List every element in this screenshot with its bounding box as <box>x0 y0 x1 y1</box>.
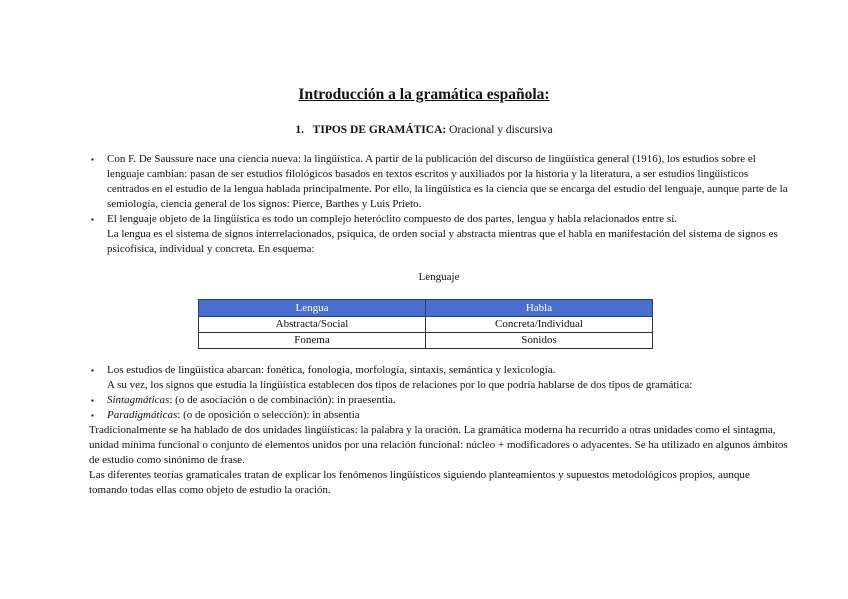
table-row <box>199 317 653 333</box>
paragraph-text: Los estudios de lingüística abarcan: fonética, fonología, morfología, sintaxis, semántica y lexicología. <box>107 364 556 376</box>
paragraph-lengua-habla: La lengua es el sistema de signos interrelacionados, psíquica, de orden social y abstracta mientras que el habla en manifestación del sistema de signos es psicofísica, individual y concreta. En esquema: <box>107 228 778 255</box>
table-header-cell: Lengua <box>199 300 426 317</box>
bullet-paragraph-estudios <box>89 363 789 378</box>
term-paradigmaticas: Paradigmáticas <box>107 409 178 421</box>
schema-label: Lenguaje <box>418 271 460 283</box>
bullet-paradigmaticas <box>89 408 789 423</box>
section-title-rest: Oracional y discursiva <box>449 124 553 136</box>
table-header-cell: Habla <box>426 300 653 317</box>
bullet-sintagmaticas <box>89 393 789 408</box>
paragraph-text: El lenguaje objeto de la lingüística es todo un complejo heteróclito compuesto de dos partes, lengua y habla relacionados entre sí. <box>107 213 677 225</box>
table-cell: Fonema <box>199 333 426 349</box>
bullet-paragraph-saussure <box>89 152 789 212</box>
document-title: Introducción a la gramática española: <box>298 86 550 103</box>
bullet-icon: ▪ <box>91 155 94 164</box>
document-body <box>89 152 789 498</box>
table-cell: Sonidos <box>426 333 653 349</box>
bullet-icon: ▪ <box>91 366 94 375</box>
lengua-habla-table <box>198 299 653 349</box>
bullet-icon: ▪ <box>91 396 94 405</box>
term-sintagmaticas: Sintagmáticas <box>107 394 170 406</box>
term-definition: : (o de oposición o selección): in absentia <box>177 409 360 421</box>
table-cell: Abstracta/Social <box>199 317 426 333</box>
term-definition: : (o de asociación o de combinación): in praesentia. <box>169 394 396 406</box>
paragraph-unidades: Tradicionalmente se ha hablado de dos unidades lingüísticas: la palabra y la oración. La gramática moderna ha recurrido a otras unidades como el sintagma, unidad mínima funcional o conjunto de elementos unidos por una relación funcional: núcleo + modificadores o adyacentes. Se ha utilizado en algunos ámbitos de estudio como sinónimo de frase. <box>89 424 788 466</box>
table-row <box>199 333 653 349</box>
paragraph-text: Con F. De Saussure nace una ciencia nueva: la lingüística. A partir de la publicación del discurso de lingüística general (1916), los estudios sobre el lenguaje cambian: pasan de ser estudios filológicos basados en textos escritos y auxiliados por la historia y la literatura, a ser estudios lingüísticos centrados en el estudio de la lengua hablada principalmente. Por ello, la lingüística es la ciencia que se encarga del estudio del lenguaje, aunque parte de la semiología, ciencia general de los signos: Pierce, Barthes y Luis Prieto. <box>107 153 788 210</box>
bullet-paragraph-lenguaje <box>89 212 789 227</box>
bullet-icon: ▪ <box>91 411 94 420</box>
paragraph-relaciones: A su vez, los signos que estudia la lingüística establecen dos tipos de relaciones por lo que podría hablarse de dos tipos de gramática: <box>107 379 693 391</box>
table-header-row <box>199 300 653 317</box>
section-number: 1. <box>295 124 305 136</box>
section-heading <box>0 124 848 136</box>
table-cell: Concreta/Individual <box>426 317 653 333</box>
bullet-icon: ▪ <box>91 215 94 224</box>
section-title-bold: TIPOS DE GRAMÁTICA: <box>312 124 447 136</box>
paragraph-teorias: Las diferentes teorías gramaticales tratan de explicar los fenómenos lingüísticos siguiendo planteamientos y supuestos metodológicos propios, aunque tomando todas ellas como objeto de estudio la oración. <box>89 469 750 496</box>
